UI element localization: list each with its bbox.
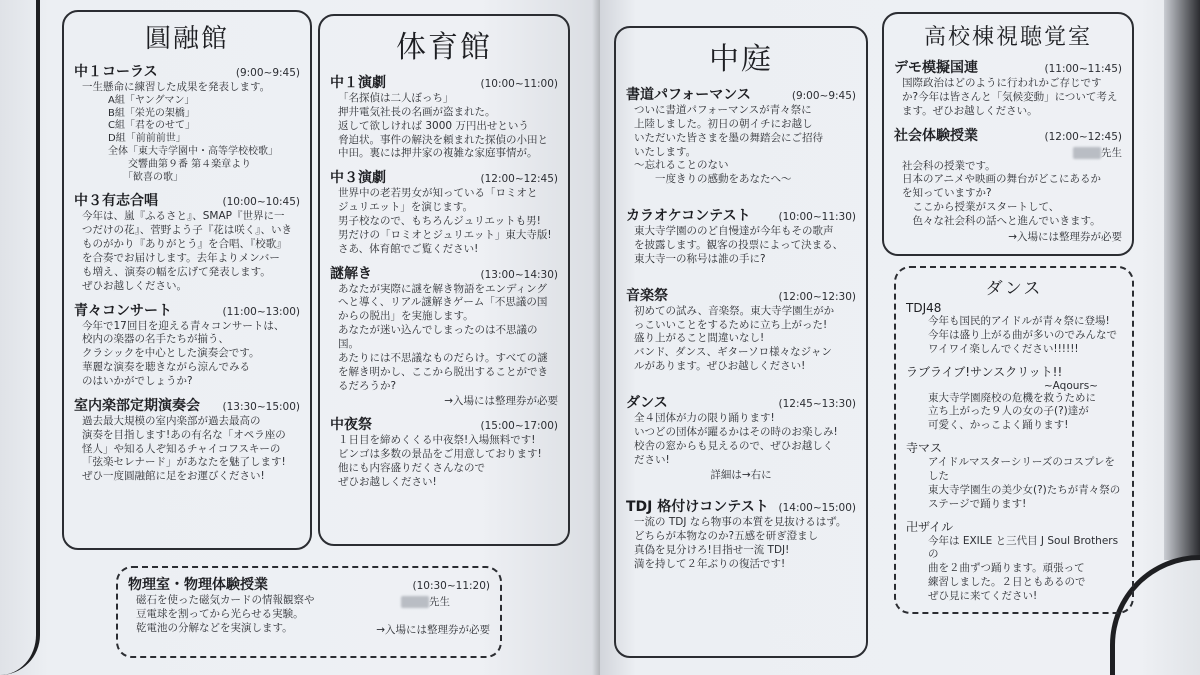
courtyard-title: 中庭	[709, 42, 773, 77]
event-time: (14:00~15:00)	[778, 502, 856, 515]
event-desc: 「名探偵は二人ぼっち」 押井電気社長の名画が盗まれた。 返して欲しければ 3000 万円出せという 脅迫状。事件の解決を頼まれた探偵の小田と 中田。裏には押井家の複雑な家庭事情が。	[338, 92, 548, 160]
event-name: 中３演劇	[330, 170, 386, 187]
group-name: ラブライブ!サンスクリット!!	[906, 364, 1063, 379]
event-name: 音楽祭	[626, 287, 668, 304]
event-karaoke	[626, 205, 856, 267]
event-time: (11:00~13:00)	[222, 305, 300, 318]
group-name: 寺マス	[906, 441, 943, 456]
dance-group-lovelive	[906, 363, 1122, 434]
event-drama-jh3	[330, 167, 558, 256]
decorative-border	[0, 0, 40, 675]
event-desc: 一生懸命に練習した成果を発表します。	[82, 81, 271, 93]
gym-title: 体育館	[396, 30, 492, 65]
event-dance	[626, 392, 856, 482]
event-music-festival	[626, 285, 856, 374]
ticket-note: →入場には整理券が必要	[376, 623, 490, 636]
blurred-name	[401, 596, 429, 608]
event-desc: 磁石を使った磁気カードの情報観察や 豆電球を割ってから光らせる実験。 乾電池の分解などを実演します。	[136, 594, 315, 634]
event-desc: あなたが実際に謎を解き物語をエンディング へと導く、リアル謎解きゲーム「不思議の国 からの脱出」を実施します。 あなたが迷い込んでしまったのは不思議の国。 あたりには不思議なものだらけ。すべての謎 を解き明かし、ここから脱出することができ るだろうか?	[338, 282, 548, 392]
event-desc: 国際政治はどのように行われかご存じです か?今年は皆さんと「気候変動」について考え ます。ぜひお越しください。	[902, 77, 1118, 117]
event-chamber-music	[74, 395, 300, 484]
dance-title: ダンス	[985, 279, 1043, 299]
event-chorus-volunteer	[74, 190, 300, 293]
teacher-label: 先生	[894, 145, 1122, 160]
class-song-list: A組「ヤングマン」 B組「栄光の架橋」 C組「君をのせて」 D組「前前前世」 全体「東大寺学園中・高等学校校歌」 交響曲第９番 第４楽章より 「歓喜の歌」	[108, 94, 278, 183]
event-drama-jh1	[330, 72, 558, 161]
event-time: (9:00~9:45)	[791, 90, 856, 102]
event-time: (9:00~9:45)	[235, 67, 300, 79]
event-time: (10:00~10:45)	[222, 196, 300, 209]
event-desc: 東大寺学園ののど自慢達が今年もその歌声 を披露します。観客の投票によって決まる、 東大寺一の称号は誰の手に?	[634, 225, 844, 265]
event-chorus	[74, 61, 300, 184]
event-name: デモ模擬国連	[894, 60, 978, 76]
event-name: カラオケコンテスト	[626, 208, 751, 225]
event-desc: 過去最大規模の室内楽部が過去最高の 演奏を目指します!あの有名な「オペラ座の 怪人」や知る人ぞ知るチャイコフスキーの 「弦楽セレナード」があなたを魅了します! ぜひ一度圓融館に足をお運びください!	[82, 414, 286, 483]
event-tdj-ranking	[626, 496, 856, 571]
event-name: 中３有志合唱	[74, 193, 158, 210]
group-desc: アイドルマスターシリーズのコスプレをした 東大寺学園生の美少女(?)たちが青々祭の ステージで踊ります!	[928, 456, 1121, 510]
event-name: ダンス	[626, 395, 668, 412]
page-edge-shadow	[1164, 0, 1200, 560]
event-concert	[74, 300, 300, 389]
ticket-note: →入場には整理券が必要	[444, 395, 558, 408]
event-time: (12:00~12:45)	[1044, 130, 1122, 143]
event-time: (12:45~13:30)	[778, 398, 856, 411]
teacher-label: 先生	[401, 594, 490, 636]
event-name: 物理室・物理体験授業	[128, 577, 268, 593]
event-desc: 今年で17回目を迎える青々コンサートは、 校内の楽器の名手たちが揃う、 クラシックを中心とした演奏会です。 華麗な演奏を聴きながら涼んでみる のはいかがでしょうか?	[82, 319, 285, 388]
event-desc: 社会科の授業です。 日本のアニメや映画の舞台がどこにあるか を知っていますか? ここから授業がスタートして、 色々な社会科の話へと進んでいきます。	[902, 159, 1101, 228]
av-room-box	[882, 12, 1134, 256]
event-name: 中夜祭	[330, 417, 372, 434]
group-name: 卍ザイル	[906, 519, 954, 534]
event-calligraphy	[626, 84, 856, 187]
group-desc: 東大寺学園廃校の危機を救うために 立ち上がった９人の女の子(?)達が 可愛く、かっこよく踊ります!	[928, 391, 1096, 432]
event-desc: ついに書道パフォーマンスが青々祭に 上陸しました。初日の朝イチにお越し いただいた皆さまを墨の舞踏会にご招待 いたします。 ～忘れることのない 一度きりの感動をあなたへ～	[634, 104, 823, 186]
event-name: 中１演劇	[330, 75, 386, 91]
event-desc: 全４団体が力の限り踊ります! いつどの団体が躍るかはその時のお楽しみ! 校舎の窓からも見えるので、ぜひお越しく ださい!	[634, 412, 838, 466]
event-desc: 一流の TDJ なら物事の本質を見抜けるはず。 どちらが本物なのか?五感を研ぎ澄まし 真偽を見分けろ!目指せ一流 TDJ! 満を持して２年ぶりの復活です!	[634, 516, 847, 571]
event-time: (10:00~11:30)	[778, 211, 856, 224]
dance-group-teramasu	[906, 439, 1122, 511]
group-sub: ~Aqours~	[1043, 379, 1098, 392]
gym-box	[318, 14, 570, 546]
enyukan-title: 圓融館	[144, 24, 229, 54]
av-room-title: 高校棟視聴覚室	[923, 25, 1092, 50]
event-desc: 今年は、嵐『ふるさと』、SMAP『世界に一 つだけの花』、菅野よう子『花は咲く』、いき ものがかり『ありがとう』を合唱、『校歌』 を合奏でお届けします。去年よりメンバー も増え、演奏の幅を広げて発表します。 ぜひお越しください。	[82, 210, 292, 292]
event-name: 室内楽部定期演奏会	[74, 397, 200, 414]
details-note: 詳細は→右に	[710, 469, 772, 482]
event-name: TDJ 格付けコンテスト	[626, 499, 769, 516]
blurred-name	[1073, 147, 1101, 159]
event-time: (13:00~14:30)	[480, 268, 558, 281]
event-social-class	[894, 125, 1122, 244]
event-model-un	[894, 57, 1122, 119]
group-desc: 今年は EXILE と三代目 J Soul Brothers の 曲を２曲ずつ踊ります。頑張って 練習しました。２日ともあるので ぜひ見に来てください!	[928, 534, 1119, 603]
event-time: (11:00~11:45)	[1044, 63, 1122, 75]
group-desc: 今年も国民的アイドルが青々祭に登場! 今年は盛り上がる曲が多いのでみんなで ワイワイ楽しんでください!!!!!!	[928, 315, 1117, 355]
dance-box	[894, 266, 1134, 614]
event-time: (12:00~12:30)	[778, 290, 856, 303]
group-name: TDJ48	[906, 301, 942, 315]
dance-group-manjizairu	[906, 518, 1122, 604]
event-name: 青々コンサート	[74, 302, 172, 319]
event-name: 書道パフォーマンス	[626, 87, 751, 103]
event-time: (15:00~17:00)	[480, 420, 558, 433]
event-time: (13:30~15:00)	[222, 400, 300, 413]
event-desc: 世界中の老若男女が知っている「ロミオと ジュリエット」を演じます。 男子校なので、もちろんジュリエットも男! 男だけの「ロミオとジュリエット」東大寺版! さあ、体育館でご覧ください!	[338, 187, 552, 255]
event-desc: １日目を締めくくる中夜祭!入場無料です! ビンゴは多数の景品をご用意しております! 他にも内容盛りだくさんなので ぜひお越しください!	[338, 434, 542, 489]
event-desc: 初めての試み、音楽祭。東大寺学園生がか っこいいことをするために立ち上がった! 盛り上がること間違いなし! バンド、ダンス、ギターソロ様々なジャン ルがあります。ぜひお越しください!	[634, 304, 835, 373]
event-name: 社会体験授業	[894, 127, 978, 144]
ticket-note: →入場には整理券が必要	[1008, 230, 1122, 243]
event-night-festival	[330, 414, 558, 489]
event-puzzle	[330, 263, 558, 409]
physics-box	[116, 566, 502, 658]
enyukan-box	[62, 10, 312, 550]
right-page	[600, 0, 1200, 675]
event-time: (12:00~12:45)	[480, 173, 558, 186]
courtyard-box	[614, 26, 868, 658]
event-name: 謎解き	[330, 265, 372, 282]
event-name: 中１コーラス	[74, 64, 158, 80]
event-time: (10:00~11:00)	[480, 78, 558, 90]
dance-group-tdj48	[906, 301, 1122, 357]
event-time: (10:30~11:20)	[412, 580, 490, 592]
